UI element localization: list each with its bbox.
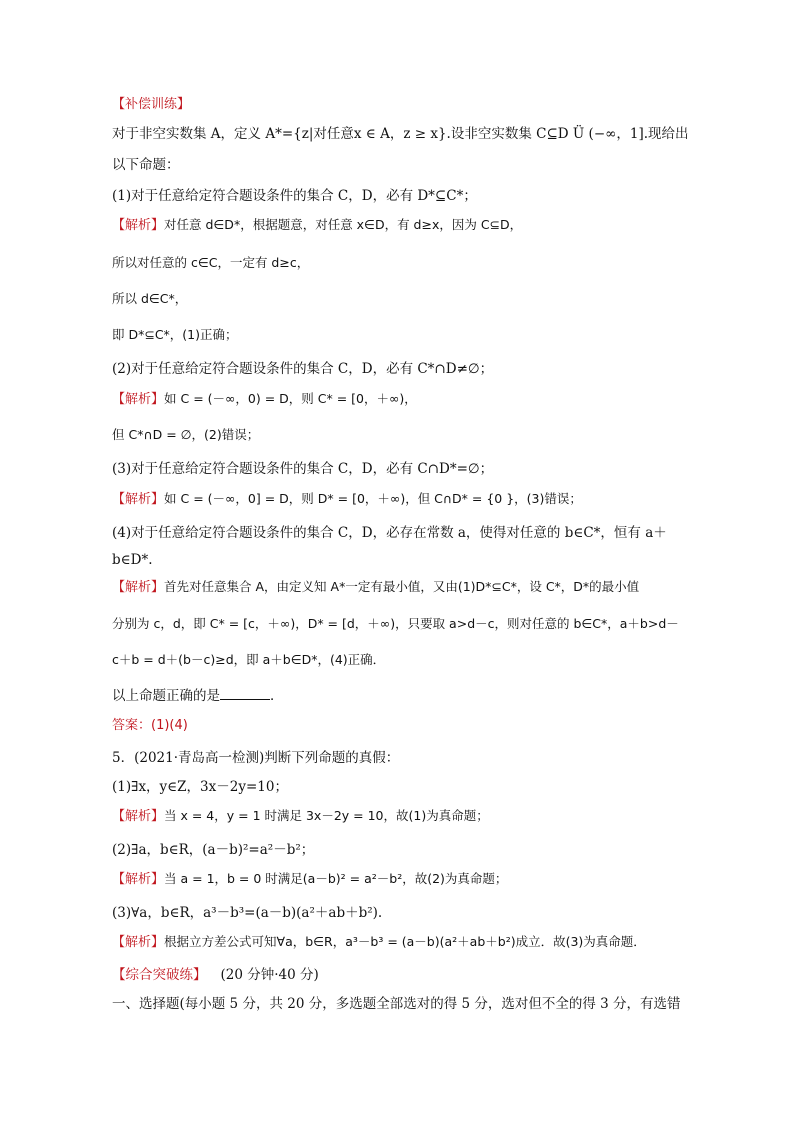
comprehensive-header <box>112 966 319 984</box>
analysis-4-line1 <box>112 578 639 597</box>
analysis-5-2 <box>112 870 507 889</box>
analysis-text: 当 a = 1，b = 0 时满足(a－b)² = a²－b²，故(2)为真命题； <box>164 871 508 886</box>
analysis-text: 对任意 d∈D*，根据题意，对任意 x∈D，有 d≥x，因为 C⊆D， <box>164 217 523 232</box>
analysis-text: 如 C = (－∞，0) = D，则 C* = [0，＋∞)， <box>164 391 417 406</box>
analysis-tag: 【解析】 <box>112 809 165 824</box>
analysis-text: 首先对任意集合 A，由定义知 A*一定有最小值，又由(1)D*⊆C*，设 C*，D*的最小值 <box>164 579 640 594</box>
statement-2: (2)对于任意给定符合题设条件的集合 C，D，必有 C*∩D≠∅； <box>112 361 494 377</box>
analysis-1-line1 <box>112 216 522 235</box>
analysis-2-line2: 但 C*∩D = ∅，(2)错误； <box>112 427 260 442</box>
analysis-2-line1 <box>112 390 417 409</box>
analysis-1-line4: 即 D*⊆C*，(1)正确； <box>112 327 238 342</box>
analysis-1-line2: 所以对任意的 c∈C，一定有 d≥c， <box>112 255 310 270</box>
analysis-3-line1 <box>112 490 582 509</box>
problem-5-title: 5．(2021·青岛高一检测)判断下列命题的真假： <box>112 750 400 766</box>
analysis-tag: 【解析】 <box>112 580 165 595</box>
question-text: 以上命题正确的是 <box>112 688 220 704</box>
question-end: ． <box>270 688 284 704</box>
analysis-5-1 <box>112 807 489 826</box>
analysis-5-3 <box>112 933 646 952</box>
analysis-1-line3: 所以 d∈C*， <box>112 291 188 306</box>
answer-label: 答案： <box>112 718 152 733</box>
analysis-text: 当 x = 4，y = 1 时满足 3x－2y = 10，故(1)为真命题； <box>164 808 489 823</box>
problem-text-line1: 对于非空实数集 A，定义 A*={z|对任意x ∈ A，z ≥ x}.设非空实数集 C⊆D Ü (−∞，1].现给出 <box>112 126 689 142</box>
answer-blank <box>220 686 270 700</box>
analysis-tag: 【解析】 <box>112 218 165 233</box>
analysis-text: 如 C = (－∞，0] = D，则 D* = [0，＋∞)，但 C∩D* = {0 }，(3)错误； <box>164 491 582 506</box>
section-tag-comprehensive: 【综合突破练】 <box>112 967 207 983</box>
section-time: (20 分钟·40 分) <box>220 967 319 983</box>
statement-5-3: (3)∀a，b∈R，a³－b³=(a－b)(a²＋ab＋b²). <box>112 905 383 921</box>
analysis-4-line3: c＋b = d＋(b－c)≥d，即 a＋b∈D*，(4)正确． <box>112 652 386 667</box>
statement-3: (3)对于任意给定符合题设条件的集合 C，D，必有 C∩D*=∅； <box>112 461 494 477</box>
problem-text-line2: 以下命题： <box>112 157 180 173</box>
answer-line <box>112 716 188 735</box>
analysis-text: 根据立方差公式可知∀a，b∈R，a³－b³ = (a－b)(a²＋ab＋b²)成立．故(3)为真命题． <box>164 934 646 949</box>
analysis-tag: 【解析】 <box>112 872 165 887</box>
statement-5-1: (1)∃x，y∈Z，3x－2y=10； <box>112 779 288 795</box>
analysis-tag: 【解析】 <box>112 935 165 950</box>
statement-5-2: (2)∃a，b∈R，(a－b)²=a²－b²； <box>112 842 315 858</box>
statement-4-line2: b∈D*. <box>112 552 153 568</box>
choice-instructions: 一、选择题(每小题 5 分，共 20 分，多选题全部选对的得 5 分，选对但不全的得 3 分，有选错 <box>112 996 681 1012</box>
answer-value: (1)(4) <box>151 718 188 733</box>
section-tag-supplementary: 【补偿训练】 <box>112 97 191 112</box>
analysis-tag: 【解析】 <box>112 492 165 507</box>
question-line <box>112 686 284 705</box>
analysis-tag: 【解析】 <box>112 392 165 407</box>
statement-1: (1)对于任意给定符合题设条件的集合 C，D，必有 D*⊆C*； <box>112 188 477 204</box>
analysis-4-line2: 分别为 c，d，即 C* = [c，＋∞)，D* = [d，＋∞)，只要取 a>d－c，则对任意的 b∈C*，a＋b>d－ <box>112 616 679 631</box>
statement-4-line1: (4)对于任意给定符合题设条件的集合 C，D，必存在常数 a，使得对任意的 b∈C*，恒有 a＋ <box>112 525 667 541</box>
